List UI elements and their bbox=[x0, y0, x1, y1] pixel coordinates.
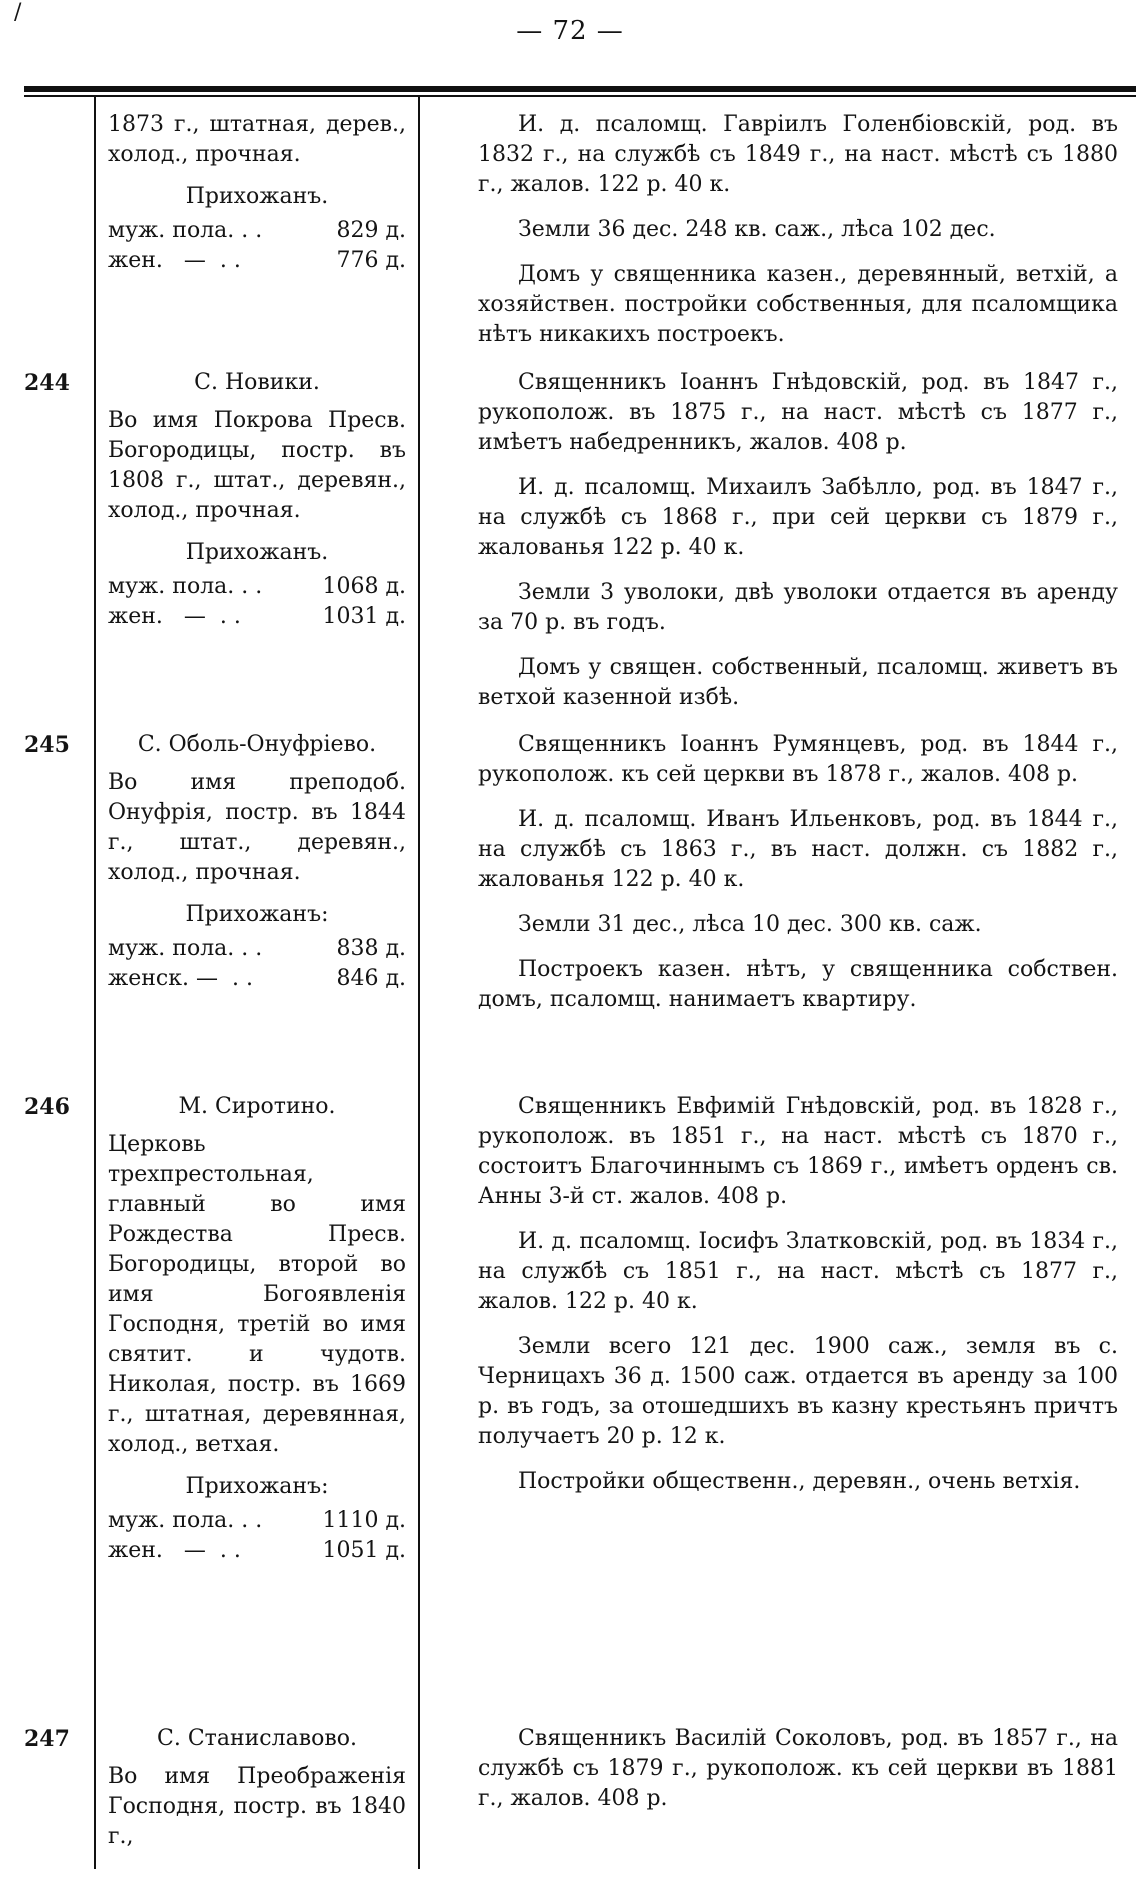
clergy-column bbox=[478, 730, 1118, 1030]
church-column bbox=[108, 730, 406, 994]
parishioners-label: Прихожанъ. bbox=[185, 540, 329, 565]
female-count: 846 д. bbox=[336, 966, 406, 991]
clergy-column bbox=[478, 368, 1118, 728]
clergy-paragraph: Домъ у священника казен., деревянный, ветхій, а хозяйствен. постройки собственныя, для псаломщика нѣтъ никакихъ построекъ. bbox=[478, 262, 1118, 347]
female-count: 1051 д. bbox=[322, 1538, 406, 1563]
clergy-paragraph: Священникъ Василій Соколовъ, род. въ 1857 г., на службѣ съ 1879 г., рукополож. къ сей церкви въ 1881 г., жалов. 408 р. bbox=[478, 1726, 1118, 1811]
female-label: жен. — . . bbox=[108, 604, 241, 629]
clergy-paragraph: И. д. псаломщ. Иванъ Ильенковъ, род. въ 1844 г., на службѣ съ 1863 г., въ наст. должн. съ 1882 г., жалованья 122 р. 40 к. bbox=[478, 807, 1118, 892]
clergy-paragraph: Земли 3 уволоки, двѣ уволоки отдается въ аренду за 70 р. въ годъ. bbox=[478, 580, 1118, 635]
male-label: муж. пола. . . bbox=[108, 574, 263, 599]
male-parishioners-row bbox=[108, 1506, 406, 1536]
clergy-paragraph: Священникъ Іоаннъ Гнѣдовскій, род. въ 1847 г., рукополож. въ 1875 г., на наст. мѣстѣ съ 1877 г., имѣетъ набедренникъ, жалов. 408 р. bbox=[478, 370, 1118, 455]
place-name: С. Оболь-Онуфріево. bbox=[137, 732, 377, 757]
clergy-paragraph: Построекъ казен. нѣтъ, у священника собствен. домъ, псаломщ. нанимаетъ квартиру. bbox=[478, 957, 1118, 1012]
clergy-paragraph: Домъ у священ. собственный, псаломщ. живетъ въ ветхой казенной избѣ. bbox=[478, 655, 1118, 710]
clergy-paragraph: Священникъ Іоаннъ Румянцевъ, род. въ 1844 г., рукополож. къ сей церкви въ 1878 г., жалов. 408 р. bbox=[478, 732, 1118, 787]
clergy-paragraph: И. д. псаломщ. Іосифъ Златковскій, род. въ 1834 г., на службѣ съ 1851 г., на наст. мѣстѣ съ 1877 г., жалов. 122 р. 40 к. bbox=[478, 1229, 1118, 1314]
church-column bbox=[108, 1724, 406, 1864]
clergy-paragraph: И. д. псаломщ. Михаилъ Забѣлло, род. въ 1847 г., на службѣ съ 1868 г., при сей церкви съ 1879 г., жалованья 122 р. 40 к. bbox=[478, 475, 1118, 560]
entry-number: 244 bbox=[24, 370, 70, 396]
header-rule-thick bbox=[24, 86, 1136, 92]
clergy-paragraph: Священникъ Евфимій Гнѣдовскій, род. въ 1828 г., рукополож. въ 1851 г., на наст. мѣстѣ съ 1870 г., состоитъ Благочиннымъ съ 1869 г., имѣетъ орденъ св. Анны 3-й ст. жалов. 408 р. bbox=[478, 1094, 1118, 1209]
entry-number: 246 bbox=[24, 1094, 70, 1120]
parishioners-label: Прихожанъ. bbox=[185, 184, 329, 209]
male-count: 829 д. bbox=[336, 218, 406, 243]
female-parishioners-row bbox=[108, 602, 406, 632]
female-parishioners-row bbox=[108, 246, 406, 276]
female-parishioners-row bbox=[108, 964, 406, 994]
entry-number: 247 bbox=[24, 1726, 70, 1752]
place-name: С. Новики. bbox=[194, 370, 320, 395]
corner-mark: / bbox=[14, 0, 22, 25]
page-number: — 72 — bbox=[516, 16, 624, 46]
male-label: муж. пола. . . bbox=[108, 936, 263, 961]
male-count: 1068 д. bbox=[322, 574, 406, 599]
male-count: 1110 д. bbox=[322, 1508, 406, 1533]
male-parishioners-row bbox=[108, 216, 406, 246]
male-parishioners-row bbox=[108, 572, 406, 602]
column-divider-right bbox=[418, 96, 420, 1869]
clergy-column bbox=[478, 1724, 1118, 1829]
church-column bbox=[108, 1092, 406, 1566]
female-label: жен. — . . bbox=[108, 248, 241, 273]
male-label: муж. пола. . . bbox=[108, 1508, 263, 1533]
place-name: М. Сиротино. bbox=[178, 1094, 336, 1119]
female-label: женск. — . . bbox=[108, 966, 253, 991]
church-description: Во имя Покрова Пресв. Богородицы, постр. въ 1808 г., штат., деревян., холод., прочная. bbox=[108, 408, 406, 523]
entry-number: 245 bbox=[24, 732, 70, 758]
church-description: Во имя преподоб. Онуфрія, постр. въ 1844 г., штат., деревян., холод., прочная. bbox=[108, 770, 406, 885]
clergy-column bbox=[478, 110, 1118, 365]
church-column bbox=[108, 368, 406, 632]
clergy-paragraph: Постройки общественн., деревян., очень ветхія. bbox=[518, 1469, 1081, 1494]
male-count: 838 д. bbox=[336, 936, 406, 961]
clergy-paragraph: И. д. псаломщ. Гавріилъ Голенбіовскій, род. въ 1832 г., на службѣ съ 1849 г., на наст. мѣстѣ съ 1880 г., жалов. 122 р. 40 к. bbox=[478, 112, 1118, 197]
clergy-column bbox=[478, 1092, 1118, 1512]
female-label: жен. — . . bbox=[108, 1538, 241, 1563]
column-divider-left bbox=[94, 96, 96, 1869]
header-rule-thin bbox=[24, 95, 1136, 97]
church-description: Во имя Преображенія Господня, постр. въ 1840 г., bbox=[108, 1764, 406, 1849]
place-name: С. Станиславово. bbox=[157, 1726, 357, 1751]
clergy-paragraph: Земли 31 дес., лѣса 10 дес. 300 кв. саж. bbox=[518, 912, 982, 937]
parishioners-label: Прихожанъ: bbox=[185, 902, 329, 927]
female-count: 776 д. bbox=[336, 248, 406, 273]
church-column bbox=[108, 110, 406, 276]
female-count: 1031 д. bbox=[322, 604, 406, 629]
female-parishioners-row bbox=[108, 1536, 406, 1566]
clergy-paragraph: Земли 36 дес. 248 кв. саж., лѣса 102 дес. bbox=[518, 217, 996, 242]
parishioners-label: Прихожанъ: bbox=[185, 1474, 329, 1499]
church-description: Церковь трехпрестольная, главный во имя Рождества Пресв. Богородицы, второй во имя Богоявленія Господня, третій во имя святит. и чудотв. Николая, постр. въ 1669 г., штатная, деревянная, холод., ветхая. bbox=[108, 1132, 406, 1457]
church-description: 1873 г., штатная, дерев., холод., прочная. bbox=[108, 112, 406, 167]
male-parishioners-row bbox=[108, 934, 406, 964]
clergy-paragraph: Земли всего 121 дес. 1900 саж., земля въ с. Черницахъ 36 д. 1500 саж. отдается въ аренду за 100 р. въ годъ, за отошедшихъ въ казну крестьянъ причтъ получаетъ 20 р. 12 к. bbox=[478, 1334, 1118, 1449]
male-label: муж. пола. . . bbox=[108, 218, 263, 243]
